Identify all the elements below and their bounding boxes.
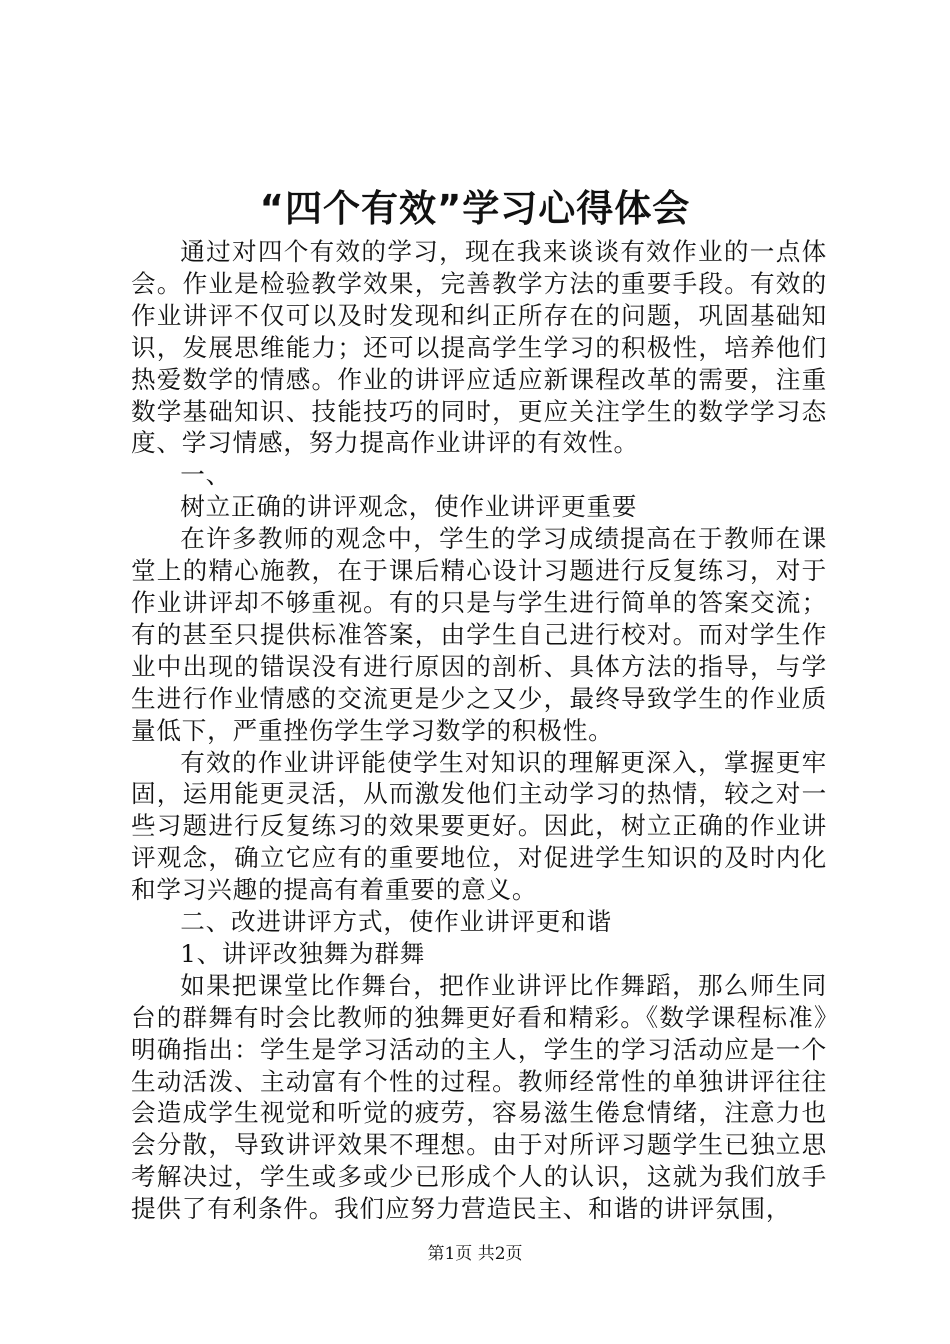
section-heading-one: 树立正确的讲评观念，使作业讲评更重要 [180,492,638,522]
document-title: “四个有效”学习心得体会 [259,187,691,230]
paragraph-group-dance: 如果把课堂比作舞台，把作业讲评比作舞蹈，那么师生同台的群舞有时会比教师的独舞更好看和精彩。《数学课程标准》明确指出：学生是学习活动的主人，学生的学习活动应是一个生动活泼、主动富有个性的过程。教师经常性的单独讲评往往会造成学生视觉和听觉的疲劳，容易滋生倦怠情绪，注意力也会分散，导致讲评效果不理想。由于对所评习题学生已独立思考解决过，学生或多或少已形成个人的认识，这就为我们放手提供了有利条件。我们应努力营造民主、和谐的讲评氛围， [131,970,827,1224]
page-number-footer: 第1页 共2页 [427,1244,523,1264]
document-body [131,236,827,1225]
section-heading-two: 二、改进讲评方式，使作业讲评更和谐 [180,907,612,937]
subsection-heading-one: 1、讲评改独舞为群舞 [180,938,426,968]
paragraph-effective-review: 有效的作业讲评能使学生对知识的理解更深入，掌握更牢固，运用能更灵活，从而激发他们主动学习的热情，较之对一些习题进行反复练习的效果要更好。因此，树立正确的作业讲评观念，确立它应有的重要地位，对促进学生知识的及时内化和学习兴趣的提高有着重要的意义。 [131,747,827,905]
paragraph-intro: 通过对四个有效的学习，现在我来谈谈有效作业的一点体会。作业是检验教学效果，完善教学方法的重要手段。有效的作业讲评不仅可以及时发现和纠正所存在的问题，巩固基础知识，发展思维能力；还可以提高学生学习的积极性，培养他们热爱数学的情感。作业的讲评应适应新课程改革的需要，注重数学基础知识、技能技巧的同时，更应关注学生的数学学习态度、学习情感，努力提高作业讲评的有效性。 [131,237,827,458]
section-number-one: 一、 [180,460,231,490]
paragraph-teacher-concepts: 在许多教师的观念中，学生的学习成绩提高在于教师在课堂上的精心施教，在于课后精心设计习题进行反复练习，对于作业讲评却不够重视。有的只是与学生进行简单的答案交流；有的甚至只提供标准答案，由学生自己进行校对。而对学生作业中出现的错误没有进行原因的剖析、具体方法的指导，与学生进行作业情感的交流更是少之又少，最终导致学生的作业质量低下，严重挫伤学生学习数学的积极性。 [131,524,827,745]
